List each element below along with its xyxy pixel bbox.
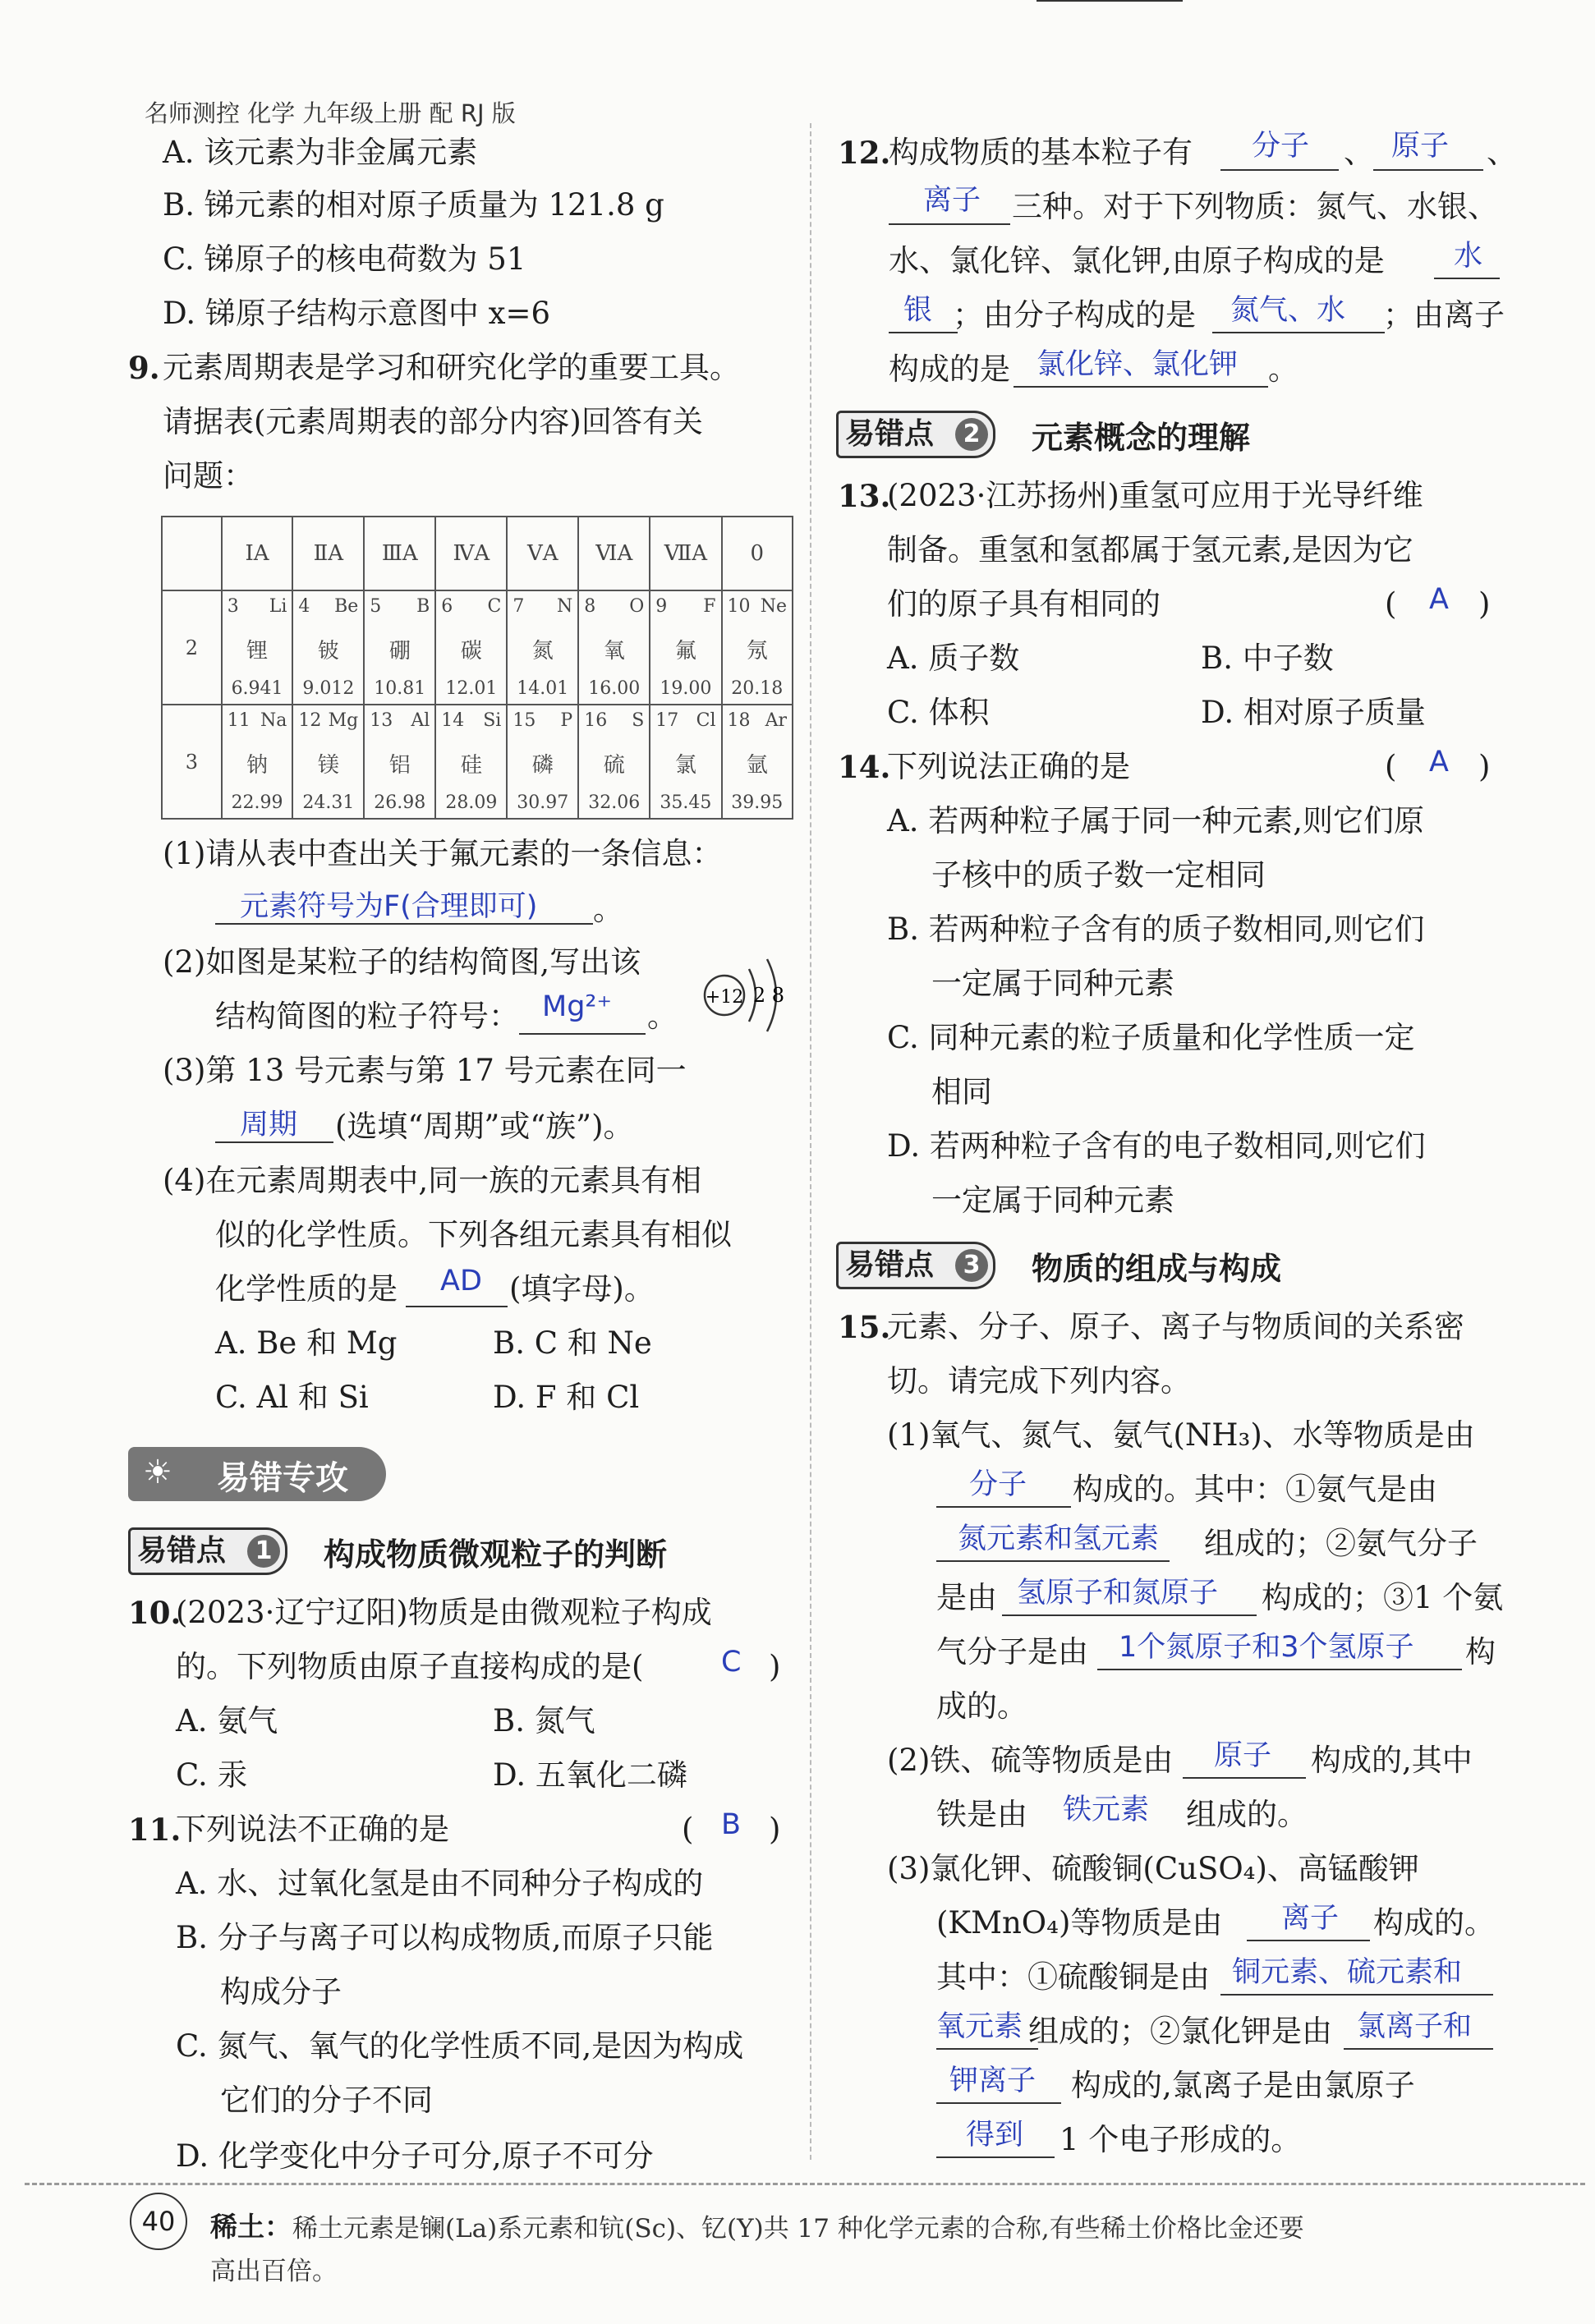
q12-answer-5: 氮气、水	[1230, 294, 1346, 327]
q12-number: 12.	[838, 135, 891, 171]
element-symbol: F	[703, 596, 716, 617]
error-point-1-label: 易错点	[137, 1534, 227, 1568]
q9-part2-end: 。	[647, 999, 678, 1034]
q9-part1-end: 。	[593, 892, 623, 927]
q9-option-c: C. Al 和 Si	[215, 1380, 369, 1415]
periodic-table-row	[162, 705, 793, 819]
q13-line3: 们的原子具有相同的	[887, 586, 1161, 622]
q15-part1-line5b: 构	[1465, 1634, 1496, 1670]
q9-part4-line3: 化学性质的是	[215, 1271, 398, 1307]
q9-part4-line1: (4)在元素周期表中,同一族的元素具有相	[163, 1163, 702, 1198]
q15-part3-blank2a	[1220, 1994, 1493, 1996]
group-header: ⅥA	[578, 517, 650, 590]
q12-answer-6: 氯化锌、氯化钾	[1037, 348, 1239, 381]
atomic-number: 14	[441, 710, 465, 731]
element-cell	[364, 590, 435, 705]
q12-end: 。	[1268, 351, 1299, 387]
q10-option-b: B. 氮气	[493, 1703, 595, 1738]
q14-option-a-line1: A. 若两种粒子属于同一种元素,则它们原	[887, 803, 1425, 838]
q9-part4-line2: 似的化学性质。下列各组元素具有相似	[215, 1217, 732, 1252]
element-symbol: Ne	[760, 596, 787, 617]
q10-option-a: A. 氨气	[176, 1703, 278, 1738]
group-header: ⅡA	[292, 517, 364, 590]
q11-number: 11.	[128, 1812, 182, 1848]
element-cell	[507, 590, 578, 705]
element-cell	[222, 705, 293, 819]
q9-part3-line2: (选填“周期”或“族”)。	[335, 1109, 634, 1144]
q15-part3-line6: 1 个电子形成的。	[1060, 2122, 1302, 2157]
lightbulb-icon: ☀	[143, 1454, 172, 1491]
q15-part1-line2: 构成的。其中：①氨气是由	[1073, 1472, 1437, 1507]
q9-part2-answer: Mg²⁺	[542, 990, 612, 1023]
q11-answer: B	[721, 1808, 742, 1841]
element-cell	[722, 705, 793, 819]
q11-paren-open: (	[682, 1812, 694, 1847]
atomic-mass: 28.09	[445, 792, 498, 813]
error-point-2-label: 易错点	[845, 417, 935, 451]
q10-option-d: D. 五氧化二磷	[493, 1757, 687, 1793]
q15-part1-blank2	[936, 1560, 1170, 1562]
atomic-number: 6	[441, 596, 453, 617]
q15-part2-blank1	[1183, 1777, 1306, 1779]
q12-blank-4b	[889, 332, 958, 333]
atomic-number: 11	[227, 710, 251, 731]
q9-part2-line1: (2)如图是某粒子的结构简图,写出该	[163, 944, 641, 980]
element-cell	[435, 590, 507, 705]
q9-part1-answer: 元素符号为F(合理即可)	[240, 890, 538, 923]
q12-blank-3	[889, 223, 1010, 225]
q12-answer-2: 原子	[1391, 130, 1450, 163]
q13-line2: 制备。重氢和氢都属于氢元素,是因为它	[887, 532, 1413, 567]
q15-part3-answer4: 得到	[966, 2119, 1024, 2152]
section-banner	[128, 1447, 386, 1501]
element-symbol: Be	[334, 596, 359, 617]
q13-paren-close: )	[1478, 586, 1491, 622]
q9-part2-line2: 结构简图的粒子符号：	[215, 999, 519, 1034]
atomic-mass: 6.941	[231, 678, 283, 699]
q15-part3-line4: 组成的；②氯化钾是由	[1028, 2014, 1332, 2049]
page-header: 名师测控 化学 九年级上册 配 RJ 版	[145, 99, 516, 127]
q15-part1-answer4: 1个氮原子和3个氢原子	[1119, 1631, 1414, 1664]
q12-blank-4a	[1434, 278, 1500, 279]
q12-sep-1: 、	[1344, 135, 1374, 170]
atomic-mass: 24.31	[302, 792, 355, 813]
q11-paren-close: )	[769, 1812, 781, 1847]
element-symbol: P	[560, 710, 573, 731]
element-symbol: C	[487, 596, 502, 617]
q15-part2-line1b: 构成的,其中	[1311, 1743, 1473, 1778]
element-cell	[292, 705, 364, 819]
q14-option-b-line1: B. 若两种粒子含有的质子数相同,则它们	[887, 912, 1425, 947]
atomic-mass: 30.97	[517, 792, 569, 813]
element-name: 铍	[317, 639, 339, 664]
element-name: 硅	[460, 753, 482, 778]
element-cell	[507, 705, 578, 819]
q15-part3-line1: (3)氯化钾、硫酸铜(CuSO₄)、高锰酸钾	[887, 1851, 1419, 1886]
element-symbol: Mg	[328, 710, 359, 731]
atomic-mass: 26.98	[374, 792, 426, 813]
q15-part2-line2b: 组成的。	[1186, 1797, 1308, 1832]
q8-option-d: D. 锑原子结构示意图中 x=6	[163, 296, 551, 331]
q15-part2-line2a: 铁是由	[936, 1797, 1027, 1832]
element-name: 氯	[674, 753, 696, 778]
element-cell	[578, 590, 650, 705]
q15-part1-line4b: 构成的；③1 个氨	[1262, 1580, 1504, 1615]
element-name: 铝	[388, 753, 411, 778]
q12-sep-2: 、	[1487, 135, 1517, 170]
element-name: 硼	[388, 639, 411, 664]
q9-option-b: B. C 和 Ne	[493, 1325, 652, 1361]
q12-answer-4a: 水	[1454, 240, 1483, 273]
q12-answer-1: 分子	[1252, 130, 1310, 163]
period-number: 2	[162, 590, 222, 705]
element-cell	[364, 705, 435, 819]
element-name: 镁	[317, 753, 339, 778]
q15-part2-blank2	[1037, 0, 1183, 2]
atomic-mass: 32.06	[588, 792, 641, 813]
q14-answer: A	[1429, 746, 1449, 778]
element-symbol: Na	[260, 710, 287, 731]
q12-line2: 三种。对于下列物质：氮气、水银、	[1012, 189, 1498, 224]
q15-part1-answer1: 分子	[969, 1468, 1027, 1501]
q15-part1-line6: 成的。	[936, 1688, 1027, 1724]
atomic-number: 5	[370, 596, 382, 617]
q12-answer-3: 离子	[923, 184, 981, 217]
q8-option-a: A. 该元素为非金属元素	[163, 135, 478, 170]
error-point-1-title: 构成物质微观粒子的判断	[324, 1536, 668, 1573]
q9-option-a: A. Be 和 Mg	[215, 1325, 398, 1361]
footer-note-line2: 高出百倍。	[210, 2257, 338, 2286]
q9-number: 9.	[128, 350, 160, 386]
q14-option-c-line1: C. 同种元素的粒子质量和化学性质一定	[887, 1020, 1415, 1055]
q11-option-a: A. 水、过氧化氢是由不同种分子构成的	[176, 1866, 704, 1901]
error-point-2-tag	[836, 411, 995, 458]
q12-line4b: ；由离子	[1383, 297, 1505, 333]
element-cell	[435, 705, 507, 819]
q13-option-a: A. 质子数	[887, 641, 1020, 676]
group-header: ⅣA	[435, 517, 507, 590]
q11-option-b-line2: 构成分子	[220, 1974, 342, 2009]
q10-option-c: C. 汞	[176, 1757, 248, 1793]
q9-part4-answer: AD	[440, 1265, 482, 1297]
error-point-3-label: 易错点	[845, 1248, 935, 1282]
atomic-mass: 12.01	[445, 678, 498, 699]
q15-part3-blank4	[936, 2156, 1055, 2158]
q13-option-c: C. 体积	[887, 695, 990, 730]
q14-option-d-line2: 一定属于同种元素	[931, 1183, 1174, 1218]
q15-part3-answer2a: 铜元素、硫元素和	[1232, 1956, 1463, 1989]
element-symbol: N	[556, 596, 573, 617]
element-name: 碳	[460, 639, 482, 664]
element-symbol: Ar	[765, 710, 787, 731]
q14-option-c-line2: 相同	[931, 1074, 992, 1109]
q9-line1: 元素周期表是学习和研究化学的重要工具。	[163, 350, 740, 385]
atomic-mass: 14.01	[517, 678, 569, 699]
q14-paren-open: (	[1385, 749, 1397, 784]
error-point-3-number: 3	[955, 1249, 988, 1282]
q15-part3-blank2b	[936, 2048, 1038, 2050]
element-symbol: S	[632, 710, 645, 731]
q12-blank-6	[1014, 386, 1268, 388]
element-name: 氖	[746, 639, 768, 664]
q14-option-b-line2: 一定属于同种元素	[931, 966, 1174, 1001]
q9-part3-line1: (3)第 13 号元素与第 17 号元素在同一	[163, 1053, 687, 1088]
periodic-table	[161, 516, 793, 820]
q10-close: )	[769, 1649, 781, 1684]
q12-blank-1	[1220, 169, 1339, 171]
element-name: 氧	[603, 639, 625, 664]
footer-note-line1: 稀土元素是镧(La)系元素和钪(Sc)、钇(Y)共 17 种化学元素的合称,有些稀土价格比金还要	[292, 2214, 1304, 2244]
q15-part2-answer1: 原子	[1214, 1739, 1272, 1772]
q14-paren-close: )	[1478, 749, 1491, 784]
page-number: 40	[130, 2193, 187, 2250]
atomic-number: 13	[370, 710, 393, 731]
atomic-mass: 39.95	[731, 792, 784, 813]
element-name: 氮	[531, 639, 554, 664]
q15-part3-answer1: 离子	[1281, 1902, 1340, 1935]
q15-part3-line3a: 其中：①硫酸铜是由	[936, 1959, 1210, 1995]
element-name: 磷	[531, 753, 554, 778]
error-point-1-tag	[128, 1527, 287, 1575]
group-header: ⅦA	[650, 517, 721, 590]
element-cell	[650, 705, 721, 819]
q13-line1: (2023·江苏扬州)重氢可应用于光导纤维	[887, 478, 1423, 513]
q15-part2-line1a: (2)铁、硫等物质是由	[887, 1743, 1174, 1778]
footer-note-label: 稀土：	[210, 2211, 292, 2243]
q15-part3-answer3a: 氯离子和	[1357, 2010, 1473, 2043]
atomic-number: 18	[727, 710, 751, 731]
element-cell	[722, 590, 793, 705]
error-point-3-title: 物质的组成与构成	[1032, 1251, 1282, 1287]
atomic-number: 12	[298, 710, 322, 731]
q10-number: 10.	[128, 1595, 182, 1631]
particle-structure-diagram	[698, 944, 797, 1051]
error-point-2-title: 元素概念的理解	[1032, 420, 1251, 456]
q15-part1-answer2: 氮元素和氢元素	[958, 1523, 1160, 1555]
q15-part1-line4a: 是由	[936, 1580, 997, 1615]
q12-line1: 构成物质的基本粒子有	[889, 135, 1193, 170]
q13-option-d: D. 相对原子质量	[1201, 695, 1426, 730]
q9-part1: (1)请从表中查出关于氟元素的一条信息：	[163, 836, 723, 871]
q12-answer-4b: 银	[903, 294, 933, 327]
element-name: 钠	[246, 753, 269, 778]
q15-part3-blank3a	[1344, 2048, 1493, 2050]
atomic-number: 17	[655, 710, 679, 731]
element-cell	[650, 590, 721, 705]
q15-number: 15.	[838, 1309, 891, 1345]
q10-line1: (2023·辽宁辽阳)物质是由微观粒子构成	[176, 1595, 712, 1630]
q15-part2-answer2: 铁元素	[1063, 1794, 1150, 1826]
q14-number: 14.	[838, 749, 891, 785]
q13-paren-open: (	[1385, 586, 1397, 622]
q15-part3-answer3b: 钾离子	[949, 2065, 1037, 2097]
q9-part4-blank	[406, 1306, 508, 1307]
q15-part3-answer2b: 氧元素	[936, 2010, 1023, 2043]
diagram-shell-labels: 2 8	[752, 984, 785, 1007]
q15-part3-line2b: 构成的。	[1373, 1905, 1495, 1940]
atomic-mass: 35.45	[660, 792, 712, 813]
q9-option-d: D. F 和 Cl	[493, 1380, 640, 1415]
q12-line3: 水、氯化锌、氯化钾,由原子构成的是	[889, 243, 1385, 278]
q15-part1-line5a: 气分子是由	[936, 1634, 1088, 1670]
q14-line1: 下列说法正确的是	[887, 749, 1130, 784]
q12-blank-5	[1212, 332, 1385, 333]
atomic-mass: 19.00	[660, 678, 712, 699]
q15-part1-answer3: 氢原子和氮原子	[1017, 1577, 1219, 1610]
atomic-number: 9	[655, 596, 668, 617]
element-name: 硫	[603, 753, 625, 778]
group-header: 0	[722, 517, 793, 590]
group-header: ⅢA	[364, 517, 435, 590]
element-cell	[222, 590, 293, 705]
q14-option-d-line1: D. 若两种粒子含有的电子数相同,则它们	[887, 1128, 1426, 1164]
element-symbol: B	[416, 596, 430, 617]
element-cell	[292, 590, 364, 705]
q10-line2: 的。下列物质由原子直接构成的是(	[176, 1649, 644, 1684]
q9-part2-blank	[519, 1033, 646, 1035]
atomic-number: 8	[584, 596, 596, 617]
q11-line1: 下列说法不正确的是	[176, 1812, 449, 1847]
section-banner-title: 易错专攻	[217, 1459, 348, 1497]
element-symbol: Li	[269, 596, 287, 617]
q10-answer: C	[721, 1646, 742, 1679]
diagram-nucleus-label: +12	[705, 987, 744, 1008]
periodic-table-header-row	[162, 517, 793, 590]
error-point-1-number: 1	[247, 1535, 280, 1568]
q15-part3-line5: 构成的,氯离子是由氯原子	[1071, 2068, 1415, 2103]
atomic-mass: 16.00	[588, 678, 641, 699]
q9-part3-answer: 周期	[240, 1109, 298, 1141]
q8-option-c: C. 锑原子的核电荷数为 51	[163, 241, 526, 277]
q8-option-b: B. 锑元素的相对原子质量为 121.8 g	[163, 187, 664, 223]
atomic-mass: 9.012	[302, 678, 355, 699]
q12-line5: 构成的是	[889, 351, 1010, 387]
atomic-number: 4	[298, 596, 310, 617]
q11-option-d: D. 化学变化中分子可分,原子不可分	[176, 2138, 654, 2174]
atomic-number: 7	[513, 596, 525, 617]
atomic-number: 10	[727, 596, 751, 617]
q15-part1-line3: 组成的；②氨气分子	[1204, 1526, 1478, 1561]
element-cell	[578, 705, 650, 819]
q11-option-b-line1: B. 分子与离子可以构成物质,而原子只能	[176, 1920, 714, 1955]
column-divider	[810, 123, 811, 2160]
atomic-mass: 22.99	[231, 792, 283, 813]
q12-blank-2	[1373, 169, 1483, 171]
periodic-table-row	[162, 590, 793, 705]
element-name: 氟	[674, 639, 696, 664]
q15-part1-blank3	[1002, 1614, 1257, 1616]
q13-answer: A	[1429, 583, 1449, 616]
atomic-mass: 20.18	[731, 678, 784, 699]
q15-part1-blank1	[936, 1506, 1071, 1508]
q15-part1-line1: (1)氧气、氮气、氨气(NH₃)、水等物质是由	[887, 1417, 1475, 1453]
q14-option-a-line2: 子核中的质子数一定相同	[931, 857, 1266, 893]
q9-line2: 请据表(元素周期表的部分内容)回答有关	[163, 404, 703, 439]
atomic-number: 15	[513, 710, 536, 731]
group-header: ⅠA	[222, 517, 293, 590]
q15-line2: 切。请完成下列内容。	[887, 1363, 1191, 1399]
q15-part3-blank1	[1247, 1940, 1370, 1941]
q12-line4: ；由分子构成的是	[953, 297, 1196, 333]
q9-part4-line3b: (填字母)。	[509, 1271, 655, 1307]
q11-option-c-line1: C. 氮气、氧气的化学性质不同,是因为构成	[176, 2028, 744, 2064]
q15-line1: 元素、分子、原子、离子与物质间的关系密	[887, 1309, 1464, 1344]
atomic-number: 3	[227, 596, 239, 617]
element-symbol: Al	[411, 710, 430, 731]
footer-divider	[25, 2183, 1585, 2185]
period-number: 3	[162, 705, 222, 819]
q15-part1-blank4	[1097, 1669, 1462, 1670]
error-point-2-number: 2	[955, 418, 988, 451]
q13-number: 13.	[838, 478, 891, 514]
element-name: 锂	[246, 639, 269, 664]
q11-option-c-line2: 它们的分子不同	[220, 2083, 433, 2118]
q15-part3-blank3b	[936, 2102, 1061, 2104]
group-header	[162, 517, 222, 590]
element-symbol: Si	[483, 710, 502, 731]
q9-line3: 问题：	[163, 458, 254, 494]
error-point-3-tag	[836, 1242, 995, 1289]
element-name: 氩	[746, 753, 768, 778]
atomic-mass: 10.81	[374, 678, 426, 699]
element-symbol: Cl	[696, 710, 716, 731]
atomic-number: 16	[584, 710, 608, 731]
element-symbol: O	[629, 596, 645, 617]
q13-option-b: B. 中子数	[1201, 641, 1334, 676]
group-header: ⅤA	[507, 517, 578, 590]
q15-part3-line2a: (KMnO₄)等物质是由	[936, 1905, 1223, 1940]
